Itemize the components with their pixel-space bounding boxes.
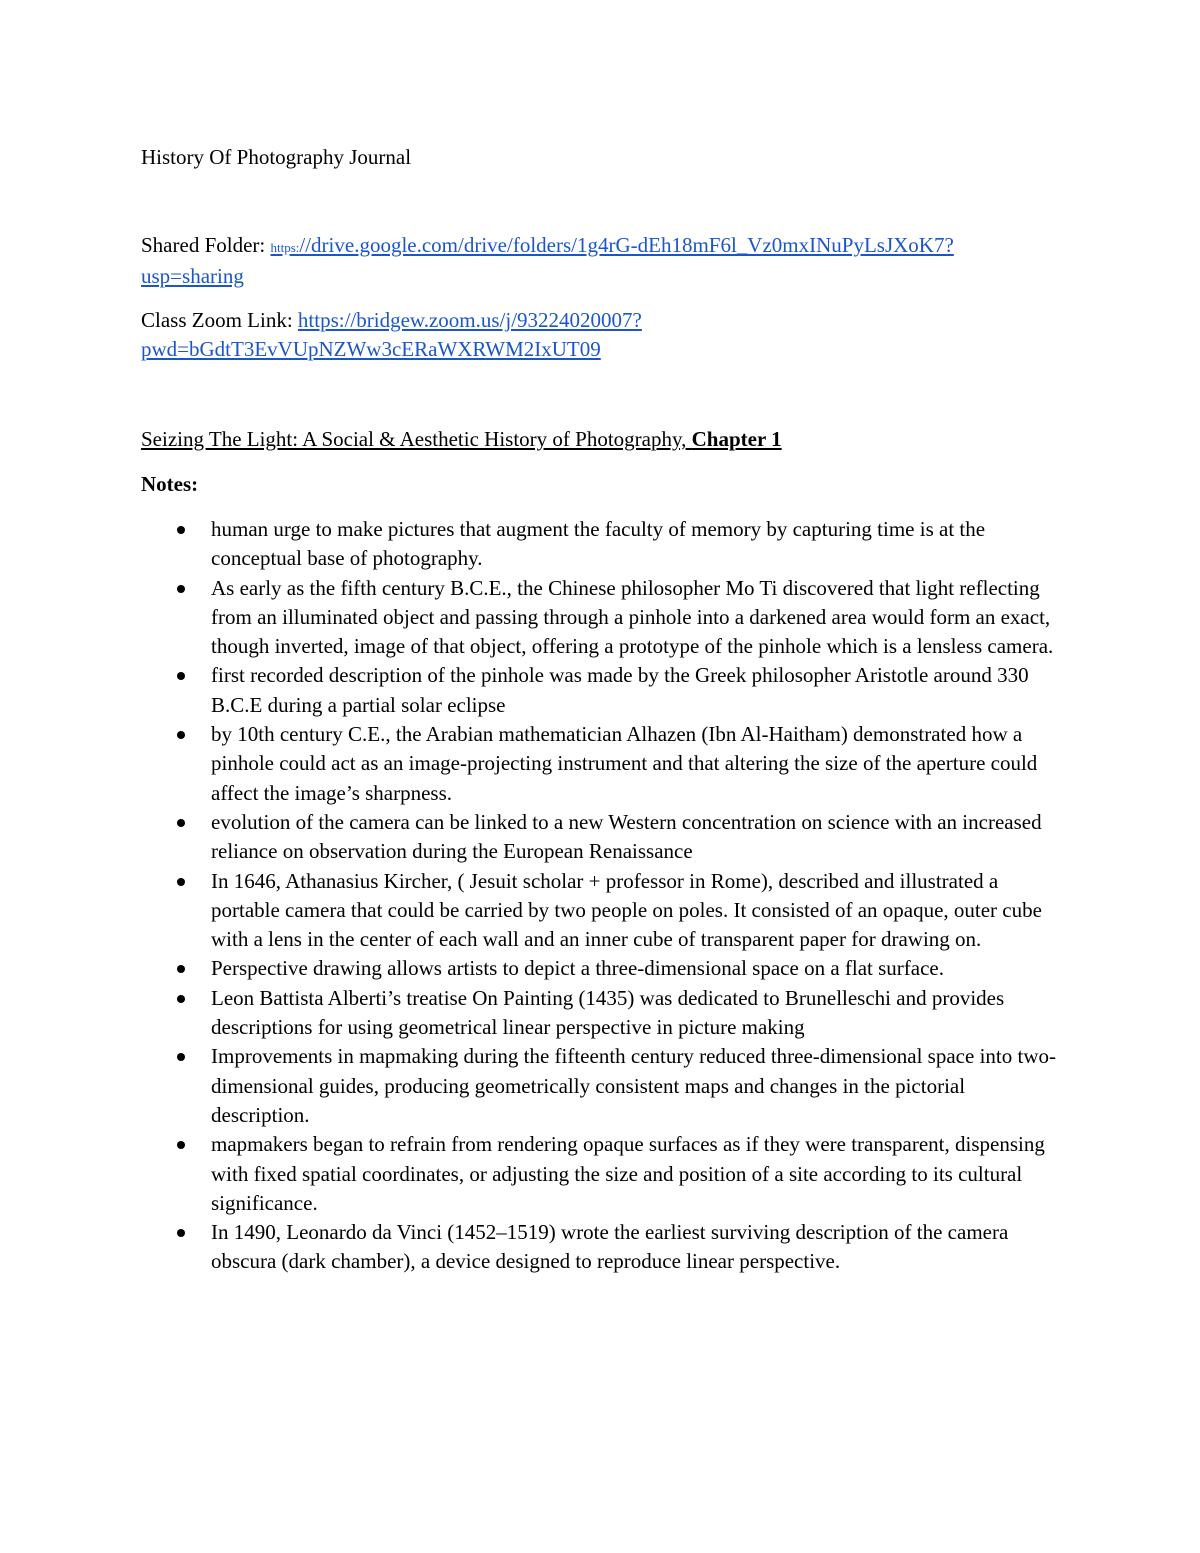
bullet-icon <box>177 1229 185 1237</box>
note-text: As early as the fifth century B.C.E., the Chinese philosopher Mo Ti discovered that light reflecting from an illuminated object and passing through a pinhole into a darkened area would form an exact, though inverted, image of that object, offering a prototype of the pinhole which is a lensless camera. <box>211 575 1054 659</box>
list-item <box>141 661 1061 720</box>
chapter-heading <box>141 425 782 454</box>
bullet-icon <box>177 995 185 1003</box>
bullet-icon <box>177 1053 185 1061</box>
list-item <box>141 867 1061 955</box>
notes-heading: Notes: <box>141 472 199 496</box>
list-item <box>141 984 1061 1043</box>
list-item <box>141 954 1061 983</box>
shared-folder-link-rest: //drive.google.com/drive/folders/1g4rG-dEh18mF6l_Vz0mxINuPyLsJXoK7? <box>299 233 954 257</box>
bullet-icon <box>177 585 185 593</box>
shared-folder-link-prefix: https: <box>270 240 300 255</box>
note-text: In 1646, Athanasius Kircher, ( Jesuit scholar + professor in Rome), described and illustrated a portable camera that could be carried by two people on poles. It consisted of an opaque, outer cube with a lens in the center of each wall and an inner cube of transparent paper for drawing on. <box>211 868 1042 952</box>
list-item <box>141 1042 1061 1130</box>
document-title: History Of Photography Journal <box>141 145 412 169</box>
list-item <box>141 720 1061 808</box>
chapter-book-title: Seizing The Light: A Social & Aesthetic History of Photography, <box>141 427 692 451</box>
list-item <box>141 1130 1061 1218</box>
list-item <box>141 515 1061 574</box>
list-item <box>141 574 1061 662</box>
chapter-label: Chapter 1 <box>691 427 782 451</box>
note-text: In 1490, Leonardo da Vinci (1452–1519) wrote the earliest surviving description of the camera obscura (dark chamber), a device designed to reproduce linear perspective. <box>211 1220 1009 1274</box>
note-text: Perspective drawing allows artists to depict a three-dimensional space on a flat surface. <box>211 956 944 981</box>
list-item <box>141 1218 1061 1277</box>
shared-folder-line <box>141 231 1061 291</box>
zoom-link-line1: https://bridgew.zoom.us/j/93224020007? <box>297 308 642 332</box>
note-text: evolution of the camera can be linked to a new Western concentration on science with an increased reliance on observation during the European Renaissance <box>211 809 1042 864</box>
note-text: by 10th century C.E., the Arabian mathematician Alhazen (Ibn Al-Haitham) demonstrated how a pinhole could act as an image-projecting instrument and that altering the size of the aperture could affect the image’s sharpness. <box>211 722 1038 805</box>
note-text: Leon Battista Alberti’s treatise On Painting (1435) was dedicated to Brunelleschi and provides descriptions for using geometrical linear perspective in picture making <box>211 985 1005 1040</box>
bullet-icon <box>177 526 185 534</box>
zoom-link-line2: pwd=bGdtT3EvVUpNZWw3cERaWXRWM2IxUT09 <box>141 337 601 361</box>
bullet-icon <box>177 819 185 827</box>
bullet-icon <box>177 878 185 886</box>
note-text: human urge to make pictures that augment the faculty of memory by capturing time is at the conceptual base of photography. <box>211 517 986 571</box>
note-text: mapmakers began to refrain from rendering opaque surfaces as if they were transparent, dispensing with fixed spatial coordinates, or adjusting the size and position of a site according to its cultural significance. <box>211 1132 1045 1215</box>
bullet-icon <box>177 965 185 973</box>
notes-list <box>141 515 1061 1277</box>
zoom-link-label: Class Zoom Link: <box>141 308 298 332</box>
bullet-icon <box>177 672 185 680</box>
list-item <box>141 808 1061 867</box>
note-text: Improvements in mapmaking during the fifteenth century reduced three-dimensional space into two-dimensional guides, producing geometrically consistent maps and changes in the pictorial description. <box>211 1044 1056 1127</box>
shared-folder-label: Shared Folder: <box>141 233 271 257</box>
bullet-icon <box>177 1141 185 1149</box>
bullet-icon <box>177 731 185 739</box>
zoom-link-line <box>141 306 1061 364</box>
shared-folder-link-line2: usp=sharing <box>141 264 244 288</box>
note-text: first recorded description of the pinhole was made by the Greek philosopher Aristotle around 330 B.C.E during a partial solar eclipse <box>211 663 1029 717</box>
